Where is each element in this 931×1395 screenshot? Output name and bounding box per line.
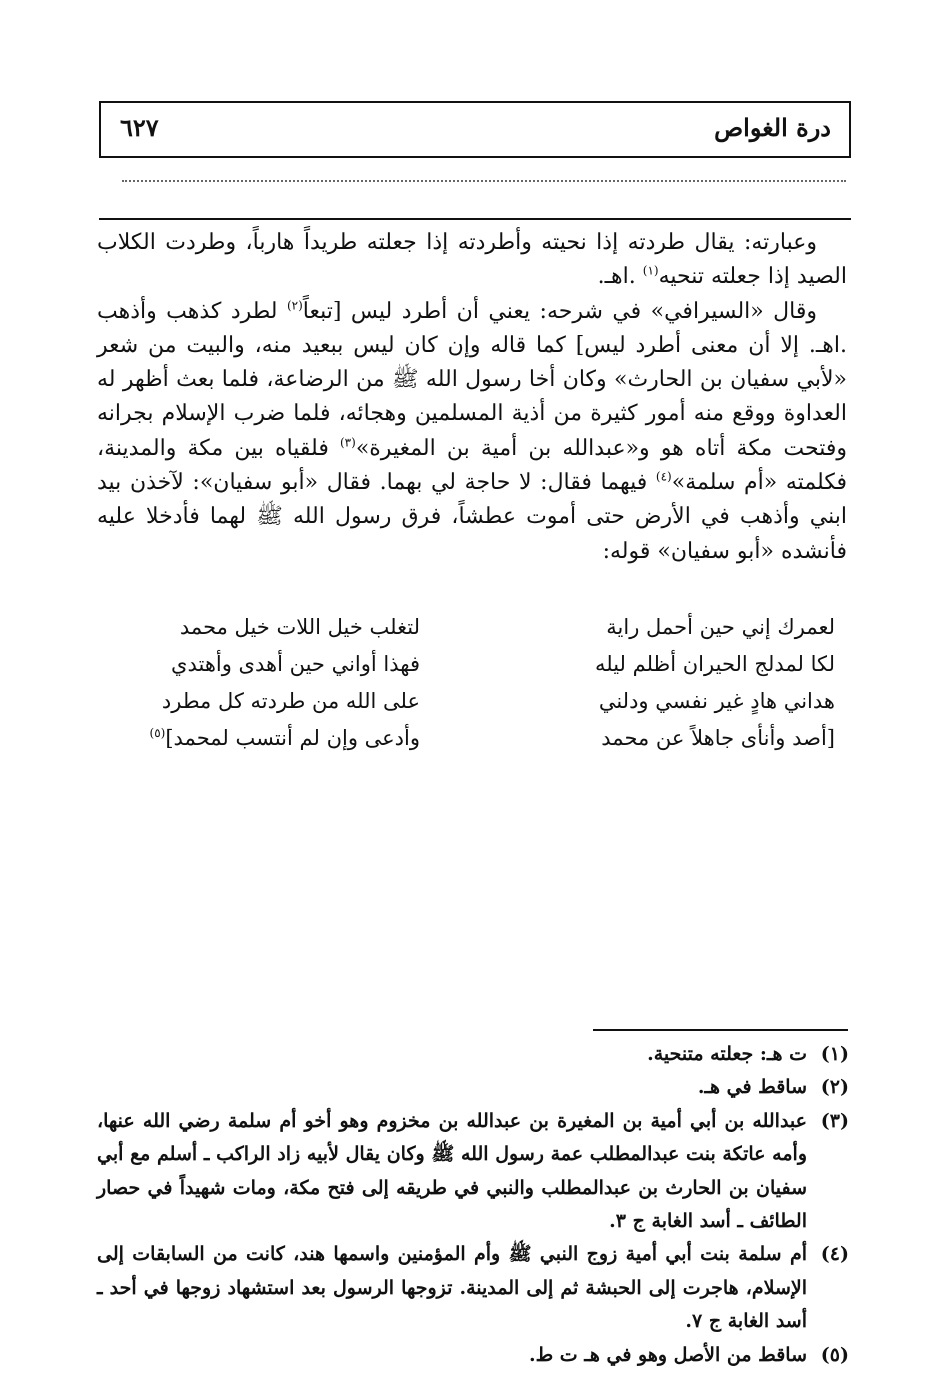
verse-line <box>130 645 835 682</box>
verse-first-hemistich: لكا لمدلج الحيران أظلم ليله <box>594 651 835 676</box>
footnote-number: (١) <box>820 1043 849 1065</box>
paragraph-2-text-b: لطرد كذهب وأذهب .اهـ. إلا أن معنى أطرد ليس] كما قاله وإن كان ليس ببعيد منه، والبيت من شعر «لأبي سفيان بن الحارث» وكان أخا رسول الله ﷺ من الرضاعة، فلما بعث أظهر له العداوة ووقع منه أمور كثيرة من أذية المسلمين وهجائه، فلما ضرب الإسلام بجرانه وفتحت مكة أتاه هو و«عبدالله بن أمية بن المغيرة» <box>97 298 847 461</box>
footnote-ref-1: (١) <box>642 263 659 278</box>
paragraph-1-end: .اهـ. <box>597 264 643 290</box>
footnote-text: ساقط في هـ. <box>697 1076 807 1099</box>
footnote-number: (٥) <box>820 1343 849 1366</box>
footnote-number: (٣) <box>820 1109 849 1132</box>
verse-line <box>130 608 835 645</box>
footnote-ref-3: (٣) <box>339 435 356 450</box>
paragraph-1 <box>97 226 847 295</box>
footnote-number: (٤) <box>820 1243 849 1266</box>
footnote-number: (٢) <box>820 1076 849 1099</box>
footnote-text: ت هـ: جعلته متنحية. <box>647 1043 807 1065</box>
paragraph-1-text: وعبارته: يقال طردته إذا نحيته وأطردته إذا جعلته طريداً هارباً، وطردت الكلاب الصيد إذا جعلته تنحيه <box>97 230 847 290</box>
footnote-text: أم سلمة بنت أبي أمية زوج النبي ﷺ وأم المؤمنين واسمها هند، كانت من السابقات إلى الإسلام، هاجرت إلى الحبشة ثم إلى المدينة. تزوجها الرسول بعد استشهاد زوجها في أحد ـ أسد الغابة ج ٧. <box>97 1243 807 1333</box>
footnote-ref-5: (٥) <box>149 725 166 740</box>
running-title: درة الغواص <box>714 113 831 142</box>
paragraph-2-text-d: فيهما فقال: لا حاجة لي بهما. فقال «أبو سفيان»: لآخذن بيد ابني وأذهب في الأرض حتى أموت عطشاً، فرق رسول الله ﷺ لهما فأدخلا عليه فأنشده «أبو سفيان» قوله: <box>97 470 847 564</box>
verse-line <box>130 719 835 756</box>
main-text <box>97 226 847 569</box>
poem <box>130 608 835 756</box>
footnote-text: ساقط من الأصل وهو في هـ ت ط. <box>529 1343 807 1366</box>
footnote-item <box>97 1339 849 1372</box>
verse-first-hemistich: [أصد وأنأى جاهلاً عن محمد <box>601 725 835 750</box>
page-header <box>99 101 851 158</box>
footnote-item <box>97 1105 849 1239</box>
paragraph-2 <box>97 295 847 569</box>
header-rule <box>99 218 851 220</box>
footnote-ref-2: (٢) <box>286 298 303 313</box>
footnote-rule <box>593 1029 848 1031</box>
verse-second-hemistich <box>130 726 420 750</box>
footnotes <box>97 1038 849 1372</box>
verse-line <box>130 682 835 719</box>
paragraph-2-text-a: وقال «السيرافي» في شرحه: يعني أن أطرد ليس [تبعاً <box>302 298 817 324</box>
verse-last-text: وأدعى وإن لم أنتسب لمحمد] <box>165 725 420 750</box>
page-number: ٦٢٧ <box>120 113 159 142</box>
verse-first-hemistich: هداني هادٍ غير نفسي ودلني <box>598 688 835 713</box>
footnote-item <box>97 1038 849 1071</box>
verse-second-hemistich: فهذا أواني حين أهدى وأهتدي <box>171 651 420 676</box>
verse-second-hemistich: على الله من طردته كل مطرد <box>161 688 420 713</box>
paragraph-2-text-c: فلقياه بين مكة والمدينة، فكلمته «أم سلمة» <box>97 435 847 496</box>
footnote-text: عبدالله بن أبي أمية بن المغيرة بن عبدالله بن مخزوم وهو أخو أم سلمة رضي الله عنها، وأمه عاتكة بنت عبدالمطلب عمة رسول الله ﷺ وكان يقال لأبيه زاد الراكب ـ أسلم مع أبي سفيان بن الحارث بن عبدالمطلب والنبي في طريقه إلى فتح مكة، ومات شهيداً في حصار الطائف ـ أسد الغابة ج ٣. <box>97 1109 807 1233</box>
verse-first-hemistich: لعمرك إني حين أحمل راية <box>606 614 835 639</box>
footnote-item <box>97 1238 849 1338</box>
footnote-item <box>97 1071 849 1104</box>
footnote-ref-4: (٤) <box>655 469 672 484</box>
verse-second-hemistich: لتغلب خيل اللات خيل محمد <box>179 614 420 639</box>
dotted-divider <box>122 180 846 182</box>
